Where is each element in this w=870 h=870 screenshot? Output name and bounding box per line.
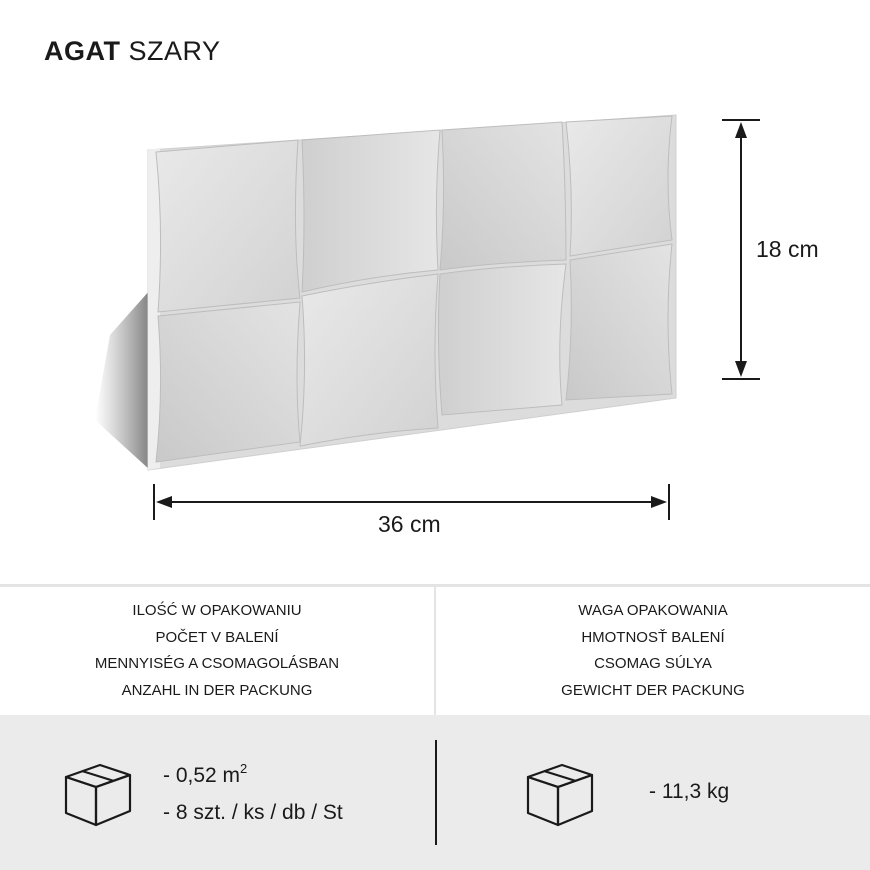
quantity-header-cz: POČET V BALENÍ <box>155 628 279 646</box>
weight-header-de: GEWICHT DER PACKUNG <box>561 681 745 699</box>
weight-header <box>436 587 870 715</box>
tile <box>440 122 566 270</box>
quantity-header-hu: MENNYISÉG A CSOMAGOLÁSBAN <box>94 655 340 672</box>
quantity-header <box>0 587 434 715</box>
divider <box>435 740 437 845</box>
product-name: AGAT <box>44 36 121 66</box>
tile <box>300 274 438 446</box>
box-icon <box>62 755 134 827</box>
package-count: - 8 szt. / ks / db / St <box>163 801 343 824</box>
weight-header-pl: WAGA OPAKOWANIA <box>578 602 728 619</box>
box-icon <box>524 755 596 827</box>
panel-shadow <box>95 290 150 470</box>
quantity-header-pl: ILOŚĆ W OPAKOWANIU <box>132 602 302 619</box>
width-label: 36 cm <box>378 511 441 537</box>
product-color: SZARY <box>128 36 221 66</box>
package-area <box>163 761 248 788</box>
height-label: 18 cm <box>756 236 819 262</box>
tile <box>438 264 566 415</box>
tile <box>566 116 672 256</box>
quantity-header-de: ANZAHL IN DER PACKUNG <box>121 681 313 699</box>
tile <box>566 244 672 400</box>
tile <box>302 130 440 292</box>
tile <box>156 140 300 312</box>
package-area-value: - 0,52 m <box>163 764 241 787</box>
weight-header-hu: CSOMAG SÚLYA <box>594 655 712 672</box>
area-unit-exponent: 2 <box>240 761 248 776</box>
package-weight: - 11,3 kg <box>649 780 730 803</box>
tile <box>156 302 300 462</box>
height-dimension-line <box>722 120 760 379</box>
weight-header-sk: HMOTNOSŤ BALENÍ <box>581 628 725 646</box>
